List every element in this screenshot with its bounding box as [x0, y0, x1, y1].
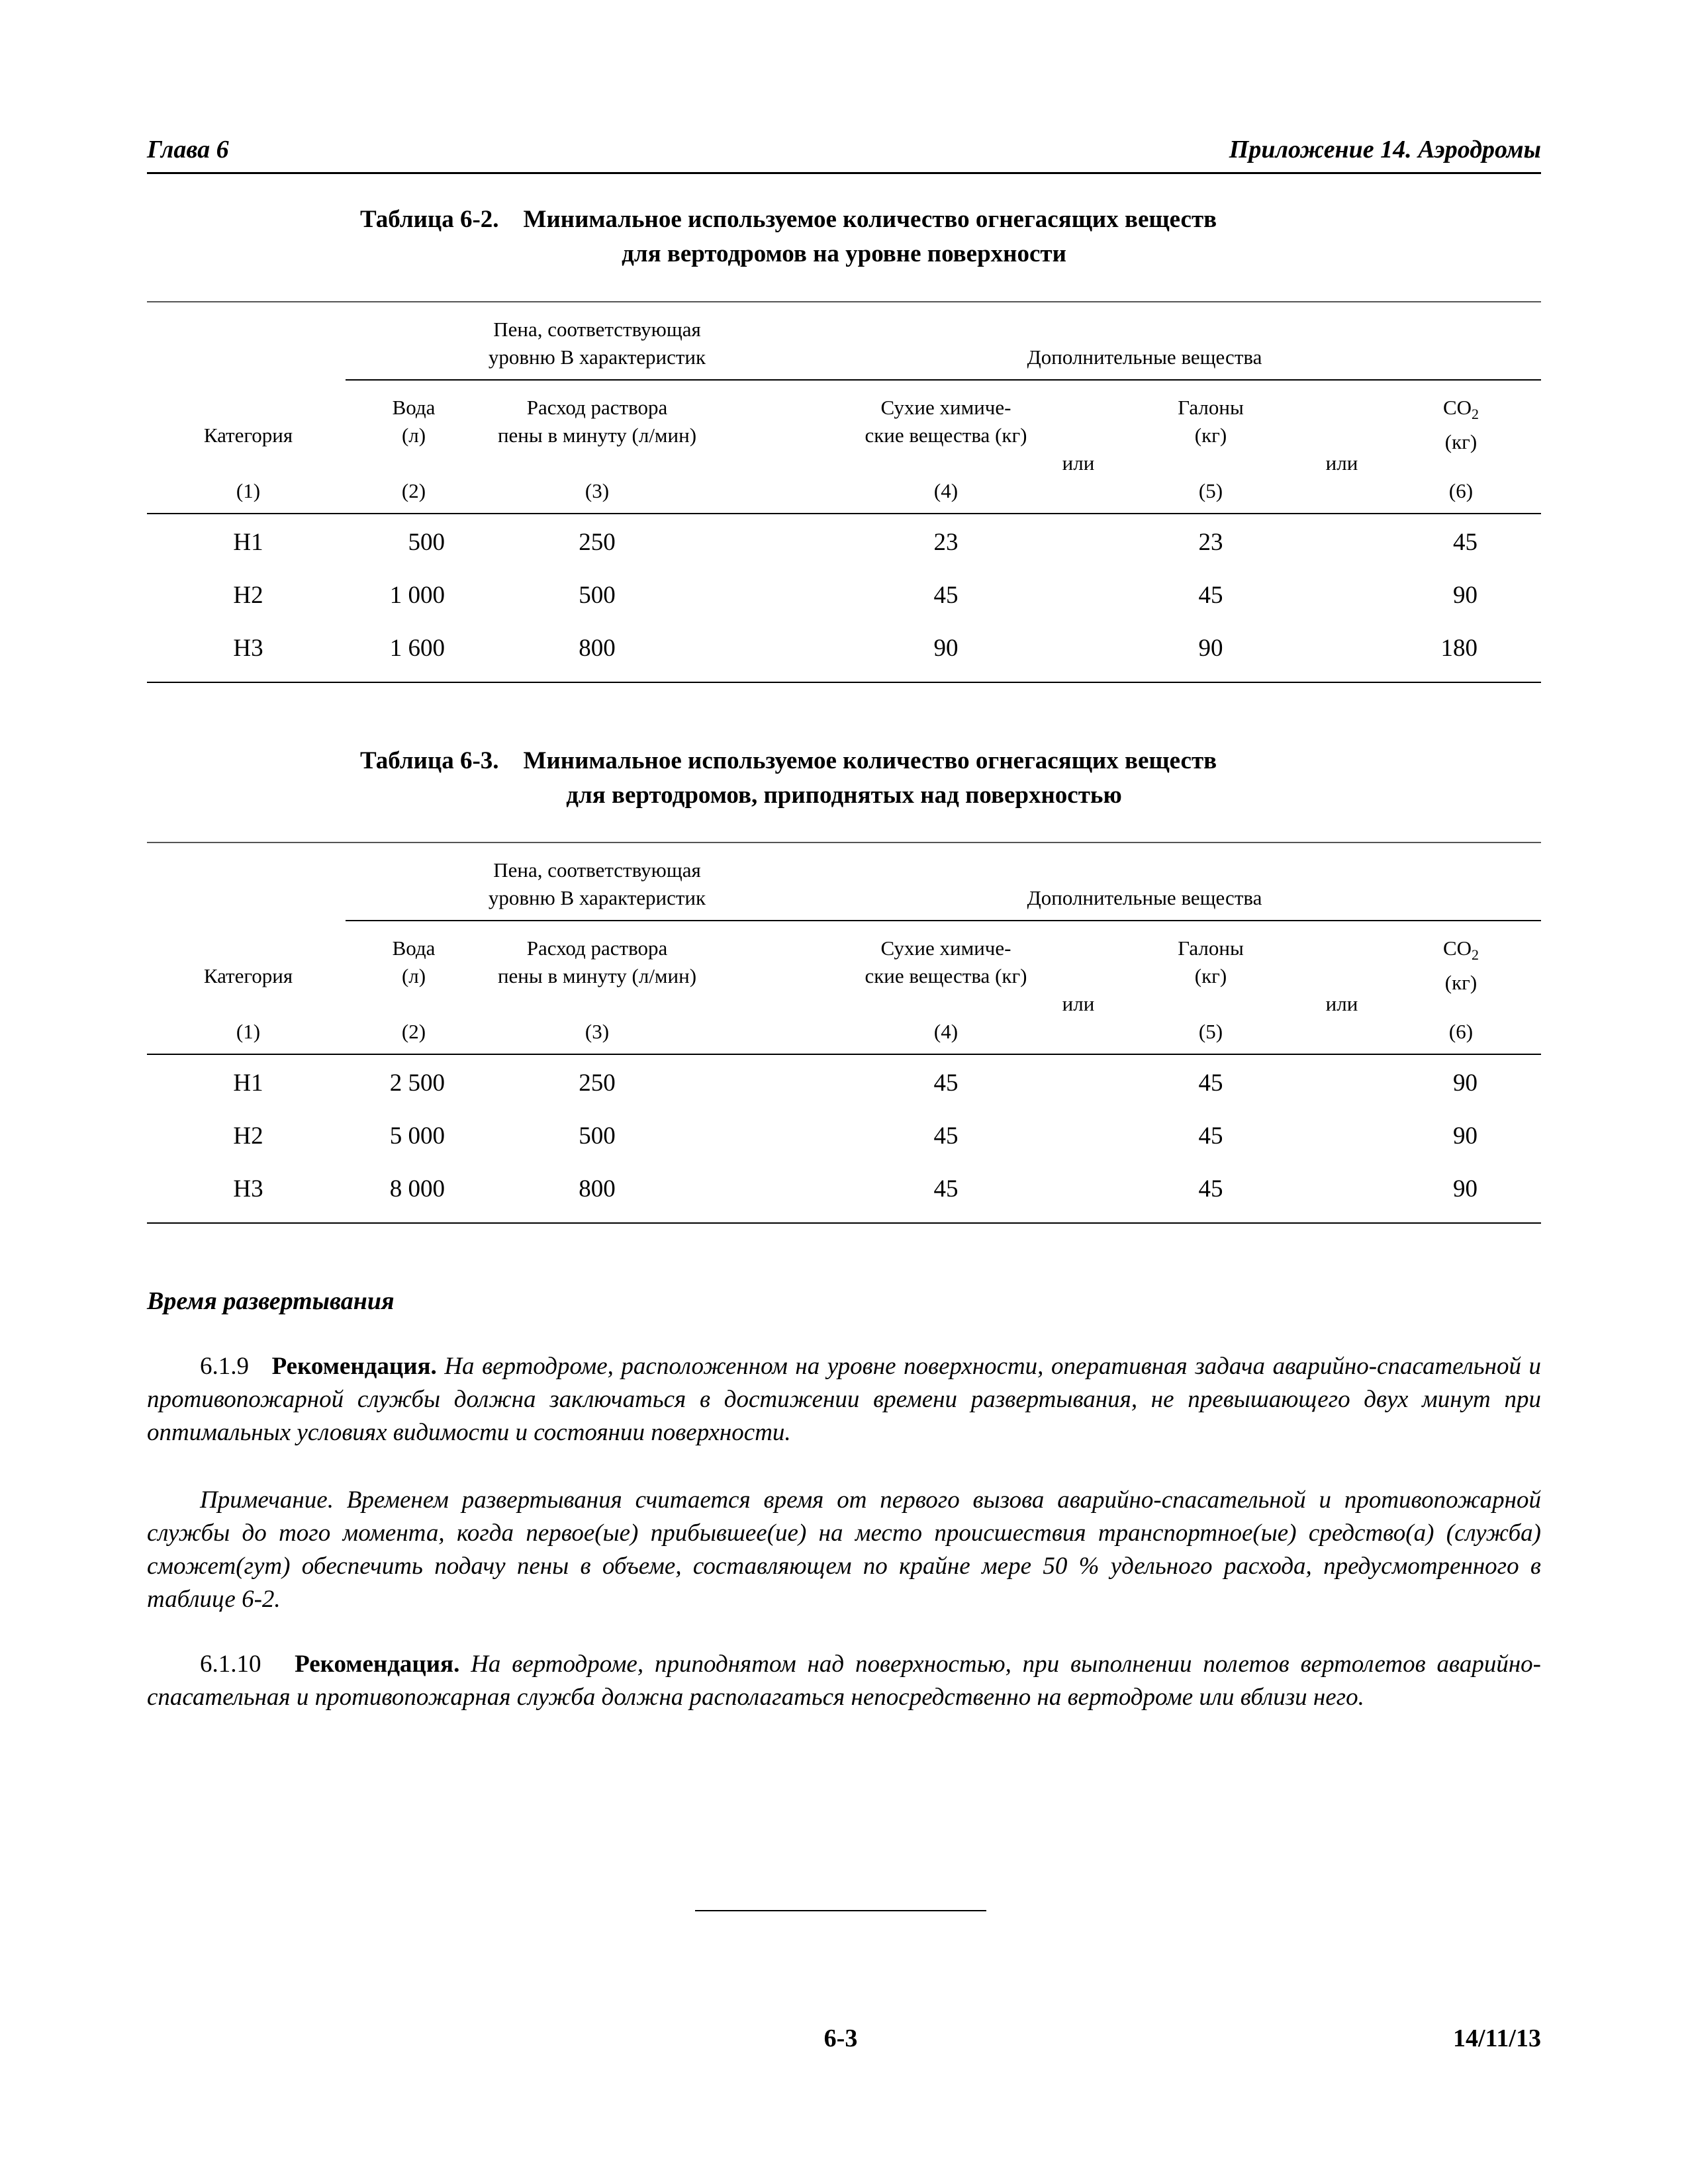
or-label: или: [1062, 992, 1095, 1015]
co2-unit: (кг): [1444, 971, 1477, 995]
col-header-halon-line-1: Галоны: [1178, 396, 1244, 419]
col-number-foam-rate: (3): [585, 479, 610, 502]
para-number: 6.1.9: [200, 1353, 249, 1380]
para-text: На вертодроме, приподнятом над поверхностью, при выполнении полетов вертолетов аварийно-спасательная и противопожарная служба должна располагаться непосредственно на вертодроме или вблизи него.: [147, 1651, 1542, 1711]
or-label: или: [1325, 992, 1358, 1015]
col-number-category: (1): [236, 1020, 261, 1043]
note-paragraph: [147, 1484, 1541, 1616]
cell-dry-chem: 23: [933, 529, 959, 556]
header-bottom-rule: [147, 513, 1541, 514]
col-number-water: (2): [401, 479, 426, 502]
cell-halon: 45: [1198, 582, 1223, 609]
col-number-dry-chem: (4): [933, 479, 959, 502]
col-header-category: Категория: [203, 424, 293, 447]
col-number-foam-rate: (3): [585, 1020, 610, 1043]
col-number-halon: (5): [1198, 1020, 1223, 1043]
recommendation-label: Рекомендация.: [295, 1651, 460, 1678]
foam-group-line-2: уровню B характеристик: [488, 345, 706, 369]
group-rule: [346, 379, 1541, 381]
cell-co2: 180: [1440, 635, 1477, 662]
col-header-co2: [1362, 934, 1560, 997]
co2-label: [1362, 934, 1560, 969]
cell-water: 1 000: [389, 582, 445, 609]
col-number-co2: (6): [1448, 479, 1474, 502]
cell-foam-rate: 250: [579, 529, 616, 556]
header-rule: [147, 172, 1541, 174]
col-header-category: Категория: [203, 964, 293, 987]
cell-halon: 90: [1198, 635, 1223, 662]
cell-category: H1: [233, 529, 263, 556]
cell-category: H3: [233, 1175, 263, 1203]
cell-foam-rate: 500: [579, 582, 616, 609]
footer-date: 14/11/13: [1452, 2025, 1541, 2052]
col-number-category: (1): [236, 479, 261, 502]
col-header-halon-line-2: (кг): [1194, 964, 1227, 987]
cell-category: H2: [233, 582, 263, 609]
section-title: Время развертывания: [147, 1287, 395, 1315]
cell-dry-chem: 45: [933, 1069, 959, 1097]
col-number-co2: (6): [1448, 1020, 1474, 1043]
col-header-co2: [1362, 394, 1560, 456]
col-header-water-line-2: (л): [401, 424, 426, 447]
group-rule: [346, 920, 1541, 921]
paragraph-6-1-10: [147, 1648, 1541, 1714]
col-header-dry-chem-line-1: Сухие химиче-: [880, 936, 1011, 960]
cell-dry-chem: 45: [933, 582, 959, 609]
cell-dry-chem: 45: [933, 1122, 959, 1150]
table-top-rule: [147, 842, 1541, 843]
cell-foam-rate: 500: [579, 1122, 616, 1150]
note-text: Примечание. Временем развертывания считается время от первого вызова аварийно-спасательной и противопожарной службы до того момента, когда первое(ые) прибывшее(ие) на место происшествия транспортное(ые) средство(а) (служба) сможет(гут) обеспечить подачу пены в объеме, составляющем по крайне мере 50 % удельного расхода, предусмотренного в таблице 6-2.: [147, 1486, 1541, 1613]
caption-line-1: Таблица 6-3. Минимальное используемое количество огнегасящих веществ: [360, 747, 1217, 774]
cell-halon: 23: [1198, 529, 1223, 556]
or-label: или: [1325, 451, 1358, 475]
table-row: [147, 1173, 1541, 1206]
caption-line-2: для вертодромов на уровне поверхности: [622, 240, 1066, 267]
cell-co2: 90: [1453, 582, 1477, 609]
table-6-3: [147, 842, 1541, 1222]
cell-co2: 45: [1453, 529, 1477, 556]
table-bottom-rule: [147, 682, 1541, 683]
extra-group-header: Дополнительные вещества: [1027, 886, 1262, 909]
co2-formula: CO: [1442, 396, 1472, 419]
cell-water: 500: [408, 529, 445, 556]
col-header-dry-chem-line-2: ские вещества (кг): [865, 964, 1027, 987]
table-bottom-rule: [147, 1222, 1541, 1224]
cell-water: 8 000: [389, 1175, 445, 1203]
table-row: [147, 1067, 1541, 1100]
cell-halon: 45: [1198, 1069, 1223, 1097]
table-row: [147, 526, 1541, 559]
cell-halon: 45: [1198, 1175, 1223, 1203]
col-header-foam-rate-line-2: пены в минуту (л/мин): [497, 964, 697, 987]
co2-unit: (кг): [1444, 430, 1477, 454]
cell-halon: 45: [1198, 1122, 1223, 1150]
extra-group-header: Дополнительные вещества: [1027, 345, 1262, 369]
foam-group-line-2: уровню B характеристик: [488, 886, 706, 909]
annex-header: Приложение 14. Аэродромы: [1229, 136, 1541, 163]
cell-co2: 90: [1453, 1122, 1477, 1150]
table-row: [147, 1120, 1541, 1153]
foam-group-line-1: Пена, соответствующая: [493, 318, 701, 341]
cell-water: 5 000: [389, 1122, 445, 1150]
co2-subscript: 2: [1472, 406, 1479, 423]
foam-group-header: [399, 856, 796, 912]
cell-foam-rate: 800: [579, 635, 616, 662]
col-header-foam-rate: [432, 934, 763, 990]
table-6-2: [147, 301, 1541, 682]
cell-category: H1: [233, 1069, 263, 1097]
col-header-water-line-1: Вода: [392, 396, 436, 419]
col-header-halon-line-1: Галоны: [1178, 936, 1244, 960]
cell-dry-chem: 90: [933, 635, 959, 662]
cell-co2: 90: [1453, 1069, 1477, 1097]
cell-water: 1 600: [389, 635, 445, 662]
col-header-foam-rate-line-1: Расход раствора: [526, 396, 668, 419]
table-row: [147, 579, 1541, 612]
col-header-foam-rate-line-1: Расход раствора: [526, 936, 668, 960]
col-header-water-line-2: (л): [401, 964, 426, 987]
co2-label: [1362, 394, 1560, 428]
col-header-halon: [1045, 394, 1376, 449]
co2-subscript: 2: [1472, 946, 1479, 964]
caption-line-1: Таблица 6-2. Минимальное используемое количество огнегасящих веществ: [360, 206, 1217, 233]
table-row: [147, 632, 1541, 665]
col-header-halon: [1045, 934, 1376, 990]
end-rule: [695, 1910, 986, 1911]
header-bottom-rule: [147, 1054, 1541, 1055]
cell-foam-rate: 250: [579, 1069, 616, 1097]
cell-dry-chem: 45: [933, 1175, 959, 1203]
cell-foam-rate: 800: [579, 1175, 616, 1203]
col-number-water: (2): [401, 1020, 426, 1043]
col-header-dry-chem-line-1: Сухие химиче-: [880, 396, 1011, 419]
para-number: 6.1.10: [200, 1651, 261, 1678]
col-header-foam-rate-line-2: пены в минуту (л/мин): [497, 424, 697, 447]
para-text: На вертодроме, расположенном на уровне поверхности, оперативная задача аварийно-спасательной и противопожарной службы должна заключаться в достижении времени развертывания, не превышающего двух минут при оптимальных условиях видимости и состоянии поверхности.: [147, 1353, 1542, 1446]
col-header-water-line-1: Вода: [392, 936, 436, 960]
col-number-halon: (5): [1198, 479, 1223, 502]
paragraph-6-1-9: [147, 1350, 1541, 1449]
foam-group-header: [399, 316, 796, 371]
page-number: 6-3: [823, 2025, 858, 2052]
recommendation-label: Рекомендация.: [271, 1353, 437, 1380]
col-number-dry-chem: (4): [933, 1020, 959, 1043]
chapter-header: Глава 6: [147, 136, 229, 163]
co2-formula: CO: [1442, 936, 1472, 960]
cell-water: 2 500: [389, 1069, 445, 1097]
col-header-halon-line-2: (кг): [1194, 424, 1227, 447]
col-header-dry-chem-line-2: ские вещества (кг): [865, 424, 1027, 447]
cell-category: H2: [233, 1122, 263, 1150]
cell-co2: 90: [1453, 1175, 1477, 1203]
caption-line-2: для вертодромов, приподнятых над поверхностью: [566, 782, 1122, 809]
col-header-foam-rate: [432, 394, 763, 449]
table-top-rule: [147, 301, 1541, 302]
or-label: или: [1062, 451, 1095, 475]
foam-group-line-1: Пена, соответствующая: [493, 858, 701, 882]
cell-category: H3: [233, 635, 263, 662]
